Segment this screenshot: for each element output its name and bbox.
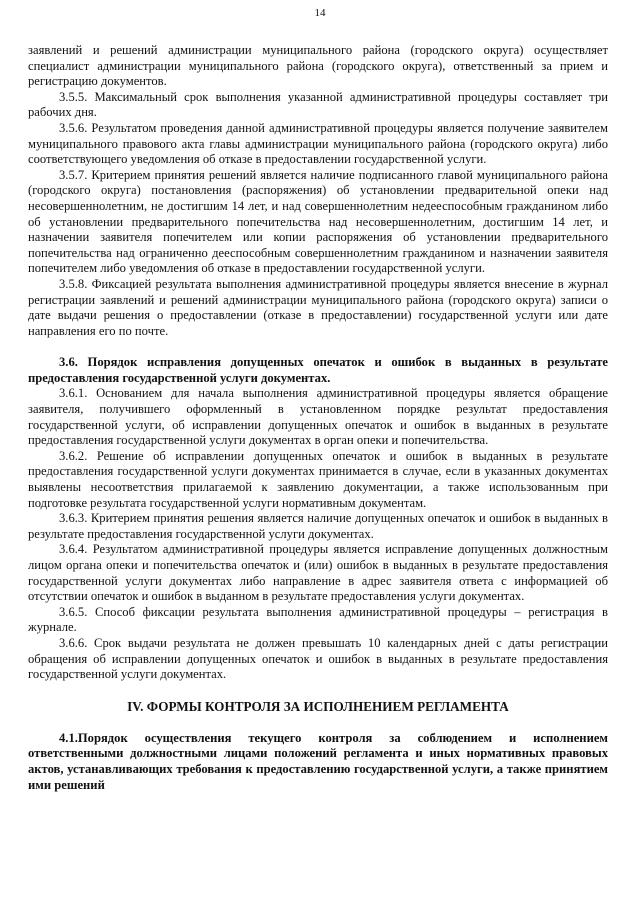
paragraph-continuation: заявлений и решений администрации муниципального района (городского округа) осуществляет специалист администрации муниципального района (городского округа), ответственный за прием и регистрацию документов.: [28, 43, 608, 89]
paragraph-3-6-4: 3.6.4. Результатом административной процедуры является исправление допущенных должностным лицом органа опеки и попечительства опечаток и (или) ошибок в выданных в результате предоставления государственной услуги документах либо направление в адрес заявителя ответа с информацией об отсутствии опечаток и ошибок в выданном в результате предоставления услуги документах.: [28, 542, 608, 604]
paragraph-3-5-6: 3.5.6. Результатом проведения данной административной процедуры является получение заявителем муниципального правового акта главы администрации муниципального района (городского округа) либо соответствующего уведомления об отказе в предоставлении государственной услуги.: [28, 120, 608, 167]
spacer: [28, 683, 608, 699]
paragraph-3-5-8: 3.5.8. Фиксацией результата выполнения административной процедуры является внесение в журнал регистрации заявлений и решений администрации муниципального района (городского округа) записи о дате выдачи решения о предоставлении (отказе в предоставлении) государственной услуги или дате направления его по почте.: [28, 276, 608, 338]
chapter-heading: IV. ФОРМЫ КОНТРОЛЯ ЗА ИСПОЛНЕНИЕМ РЕГЛАМЕНТА: [127, 698, 509, 714]
paragraph-3-6-2: 3.6.2. Решение об исправлении допущенных опечаток и ошибок в выданных в результате предоставления государственной услуги документах принимается в случае, если в указанных документах выявлены несоответствия прилагаемой к заявлению документации, а также использованным при подготовке результата государственной услуги нормативным документам.: [28, 448, 608, 510]
paragraph-3-6-5: 3.6.5. Способ фиксации результата выполнения административной процедуры – регистрация в журнале.: [28, 604, 608, 635]
spacer: [28, 339, 608, 355]
paragraph-3-6-1: 3.6.1. Основанием для начала выполнения административной процедуры является обращение заявителя, получившего оформленный в установленном порядке результат предоставления государственной услуги, об исправлении допущенных опечаток и ошибок в выданных в результате предоставления государственной услуги документах в орган опеки и попечительства.: [28, 386, 608, 448]
paragraph-3-6-3: 3.6.3. Критерием принятия решения является наличие допущенных опечаток и ошибок в выданных в результате предоставления государственной услуги документах.: [28, 511, 608, 541]
page-number: 14: [314, 7, 326, 19]
paragraph-3-5-5: 3.5.5. Максимальный срок выполнения указанной административной процедуры составляет три рабочих дня.: [28, 89, 608, 120]
paragraph-3-5-7: 3.5.7. Критерием принятия решений является наличие подписанного главой муниципального района (городского округа) постановления (распоряжения) об установлении предварительной опеки над несовершеннолетним, не достигшим 14 лет, и над совершеннолетним недееспособным гражданином либо об установлении предварительного попечительства над несовершеннолетним, достигшим 14 лет, и назначении заявителя попечителем или копии распоряжения об установлении предварительного попечительства над ограниченно дееспособным совершеннолетним гражданином и назначении заявителя попечителем либо уведомления об отказе в предоставлении государственной услуги.: [28, 167, 608, 276]
document-body: [28, 43, 608, 793]
paragraph-3-6-6: 3.6.6. Срок выдачи результата не должен превышать 10 календарных дней с даты регистрации обращения об исправлении допущенных опечаток и ошибок в выданных в результате предоставления государственной услуги документах.: [28, 635, 608, 682]
section-3-6-heading: 3.6. Порядок исправления допущенных опечаток и ошибок в выданных в результате предоставления государственной услуги документах.: [28, 355, 608, 385]
spacer: [28, 715, 608, 731]
section-4-1-heading: 4.1.Порядок осуществления текущего контроля за соблюдением и исполнением ответственными должностными лицами положений регламента и иных нормативных правовых актов, устанавливающих требования к предоставлению государственной услуги, а также принятием ими решений: [28, 730, 608, 792]
